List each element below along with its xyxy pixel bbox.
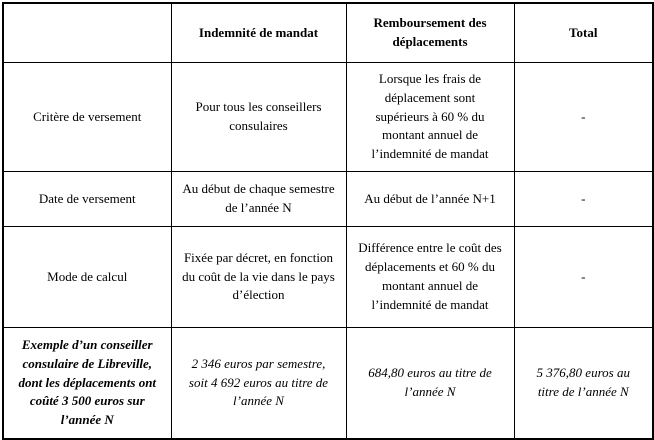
cell-exemple-remboursement: 684,80 euros au titre de l’année N <box>346 328 514 440</box>
header-cell-total: Total <box>514 3 653 63</box>
header-cell-empty <box>3 3 171 63</box>
row-label-mode-de-calcul: Mode de calcul <box>3 227 171 328</box>
cell-critere-total: - <box>514 63 653 172</box>
row-label-critere-de-versement: Critère de versement <box>3 63 171 172</box>
cell-date-indemnite: Au début de chaque semestre de l’année N <box>171 172 346 227</box>
table-row-date-de-versement <box>3 172 653 227</box>
cell-critere-remboursement: Lorsque les frais de déplacement sont supérieurs à 60 % du montant annuel de l’indemnité de mandat <box>346 63 514 172</box>
header-cell-remboursement-deplacements: Remboursement des déplacements <box>346 3 514 63</box>
cell-date-remboursement: Au début de l’année N+1 <box>346 172 514 227</box>
cell-critere-indemnite: Pour tous les conseillers consulaires <box>171 63 346 172</box>
row-label-exemple: Exemple d’un conseiller consulaire de Libreville, dont les déplacements ont coûté 3 500 euros sur l’année N <box>3 328 171 440</box>
table-row-exemple <box>3 328 653 440</box>
cell-date-total: - <box>514 172 653 227</box>
table-header-row <box>3 3 653 63</box>
cell-mode-indemnite: Fixée par décret, en fonction du coût de la vie dans le pays d’élection <box>171 227 346 328</box>
cell-exemple-total: 5 376,80 euros au titre de l’année N <box>514 328 653 440</box>
cell-exemple-indemnite: 2 346 euros par semestre, soit 4 692 euros au titre de l’année N <box>171 328 346 440</box>
cell-mode-remboursement: Différence entre le coût des déplacements et 60 % du montant annuel de l’indemnité de mandat <box>346 227 514 328</box>
cell-mode-total: - <box>514 227 653 328</box>
header-cell-indemnite-de-mandat: Indemnité de mandat <box>171 3 346 63</box>
table-row-mode-de-calcul <box>3 227 653 328</box>
row-label-date-de-versement: Date de versement <box>3 172 171 227</box>
indemnity-table <box>2 2 654 440</box>
table-row-critere-de-versement <box>3 63 653 172</box>
